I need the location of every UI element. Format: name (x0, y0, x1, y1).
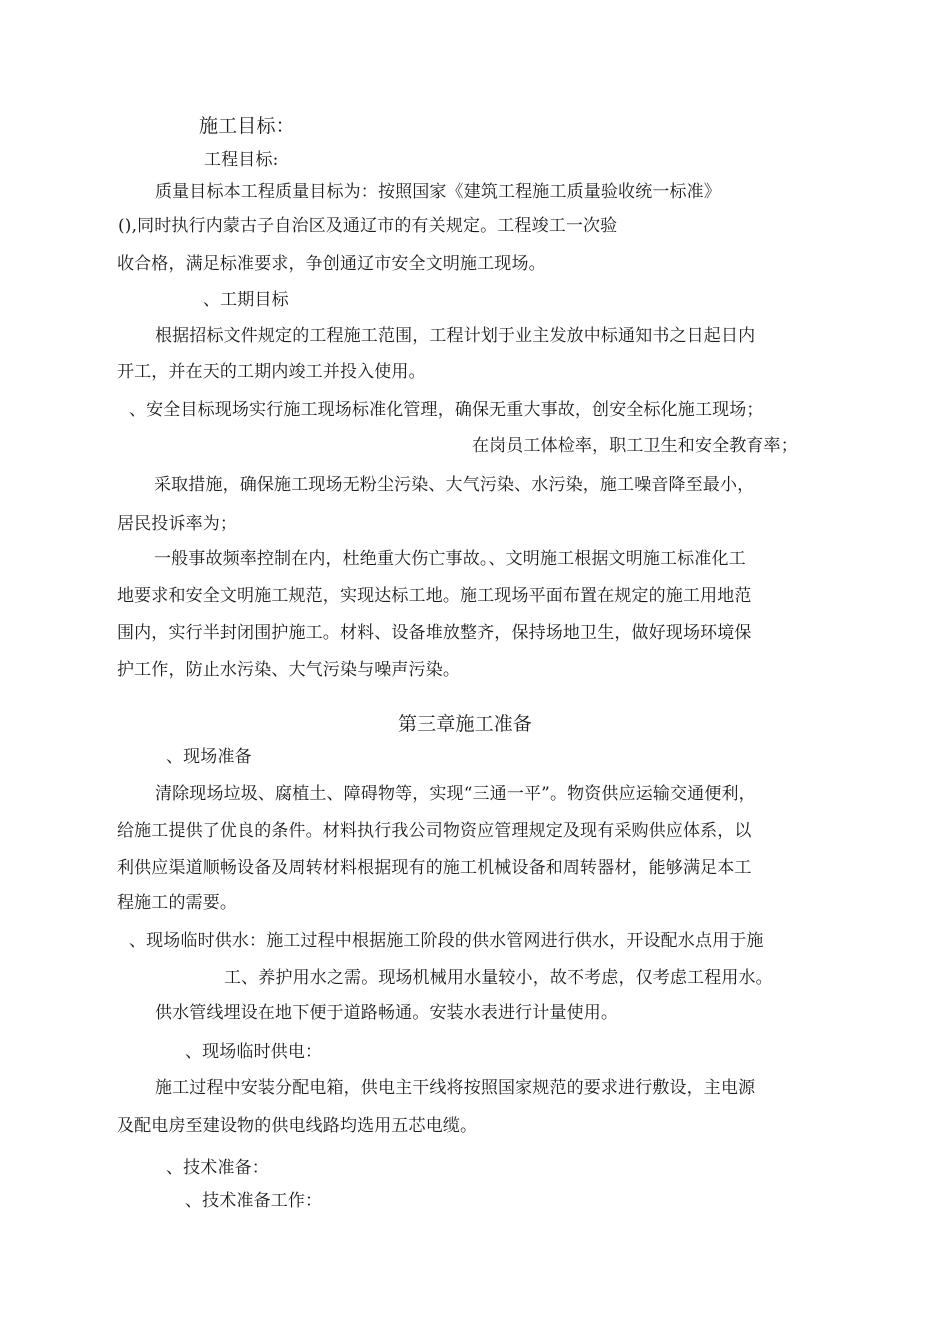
tech-heading: 、技术准备： (166, 1158, 269, 1178)
site-prep-line-3: 利供应渠道顺畅设备及周转材料根据现有的施工机械设备和周转器材，能够满足本工 (117, 858, 752, 878)
safety-line-7: 围内，实行半封闭围护施工。材料、设备堆放整齐，保持场地卫生，做好现场环境保 (117, 623, 752, 643)
schedule-line-2: 开工，并在天的工期内竣工并投入使用。 (117, 362, 426, 382)
water-line-1: 、现场临时供水：施工过程中根据施工阶段的供水管网进行供水，开设配水点用于施 (129, 931, 764, 951)
quality-line-2: (),同时执行内蒙古子自治区及通辽市的有关规定。工程竣工一次验 (118, 216, 618, 236)
site-prep-heading: 、现场准备 (166, 747, 252, 767)
safety-line-2: 在岗员工体检率，职工卫生和安全教育率； (472, 436, 798, 456)
quality-line-1: 质量目标本工程质量目标为：按照国家《建筑工程施工质量验收统一标准》 (155, 182, 721, 202)
water-line-2: 工、养护用水之需。现场机械用水量较小，故不考虑，仅考虑工程用水。 (224, 968, 773, 988)
chapter-title: 第三章施工准备 (398, 713, 533, 735)
schedule-line-1: 根据招标文件规定的工程施工范围，工程计划于业主发放中标通知书之日起日内 (155, 326, 756, 346)
site-prep-line-2: 给施工提供了优良的条件。材料执行我公司物资应管理规定及现有采购供应体系，以 (117, 821, 752, 841)
power-line-1: 施工过程中安装分配电箱，供电主干线将按照国家规范的要求进行敷设，主电源 (155, 1078, 756, 1098)
section-title: 施工目标： (199, 115, 295, 137)
tech-sub-heading: 、技术准备工作： (185, 1191, 323, 1211)
safety-line-6: 地要求和安全文明施工规范，实现达标工地。施工现场平面布置在规定的施工用地范 (117, 586, 752, 606)
schedule-heading: 、工期目标 (203, 290, 289, 310)
engineering-goal-heading: 工程目标: (204, 150, 279, 170)
safety-line-3: 采取措施，确保施工现场无粉尘污染、大气污染、水污染，施工噪音降至最小， (154, 475, 755, 495)
power-line-2: 及配电房至建设物的供电线路均选用五芯电缆。 (117, 1116, 478, 1136)
safety-line-1: 、安全目标现场实行施工现场标准化管理，确保无重大事故，创安全标化施工现场； (129, 400, 764, 420)
safety-line-8: 护工作，防止水污染、大气污染与噪声污染。 (117, 660, 460, 680)
water-line-3: 供水管线埋设在地下便于道路畅通。安装水表进行计量使用。 (155, 1003, 619, 1023)
site-prep-line-1: 清除现场垃圾、腐植土、障碍物等，实现“三通一平”。物资供应运输交通便利， (155, 784, 756, 804)
site-prep-line-4: 程施工的需要。 (117, 893, 238, 913)
safety-line-4: 居民投诉率为； (117, 514, 238, 534)
power-heading: 、现场临时供电： (185, 1042, 323, 1062)
quality-line-3: 收合格，满足标准要求，争创通辽市安全文明施工现场。 (117, 254, 546, 274)
safety-line-5: 一般事故频率控制在内，杜绝重大伤亡事故。、文明施工根据文明施工标准化工 (154, 549, 746, 569)
